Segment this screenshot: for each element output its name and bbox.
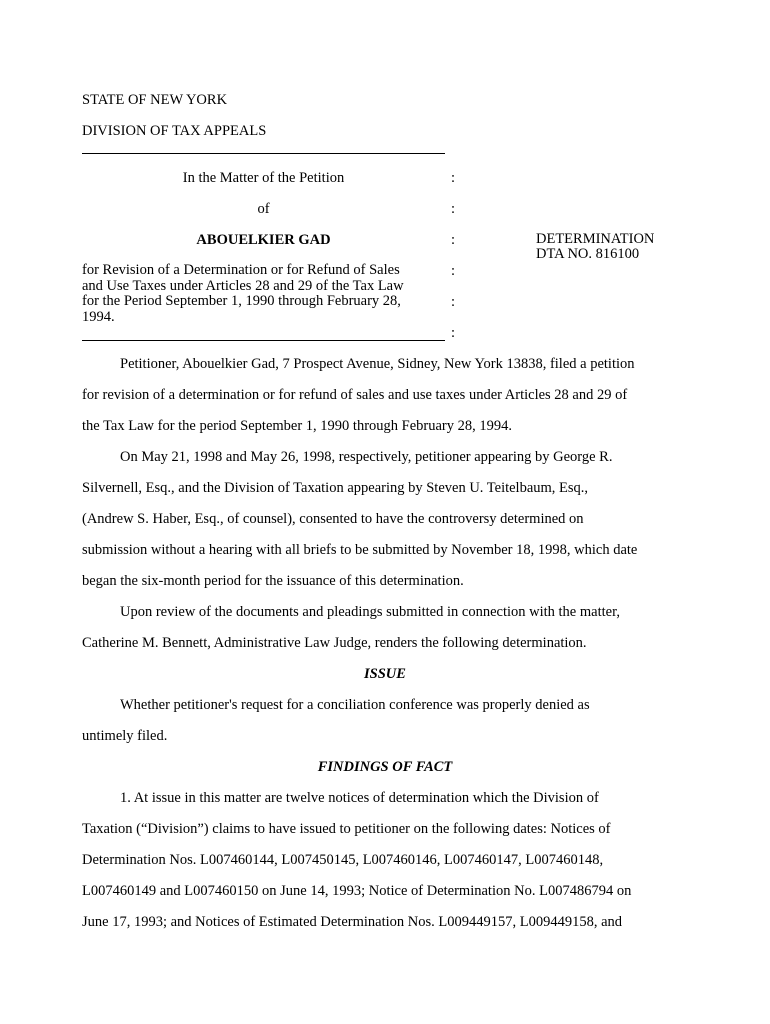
body-line: the Tax Law for the period September 1, 1990 through February 28, 1994. — [82, 418, 512, 434]
body-line: (Andrew S. Haber, Esq., of counsel), consented to have the controversy determined on — [82, 511, 584, 527]
caption-colon: : — [451, 294, 456, 310]
caption-matter-line: In the Matter of the Petition — [182, 170, 345, 186]
caption-purpose-text: for Revision of a Determination or for Refund of Sales and Use Taxes under Articles 28 and 29 of the Tax Law for the Period September 1, 1990 through February 28, 1994. — [82, 262, 404, 325]
caption-colon: : — [451, 201, 456, 217]
body-line: for revision of a determination or for refund of sales and use taxes under Articles 28 and 29 of — [82, 387, 628, 403]
body-line: 1. At issue in this matter are twelve notices of determination which the Division of — [120, 790, 599, 806]
body-line: Catherine M. Bennett, Administrative Law Judge, renders the following determination. — [82, 635, 587, 651]
body-line: Petitioner, Abouelkier Gad, 7 Prospect Avenue, Sidney, New York 13838, filed a petition — [120, 356, 635, 372]
body-line: Upon review of the documents and pleadings submitted in connection with the matter, — [120, 604, 620, 620]
issue-heading: ISSUE — [364, 666, 406, 682]
caption-colon: : — [451, 263, 456, 279]
state-heading: STATE OF NEW YORK — [82, 92, 228, 108]
body-line: Determination Nos. L007460144, L007450145, L007460146, L007460147, L007460148, — [82, 852, 604, 868]
body-line: June 17, 1993; and Notices of Estimated Determination Nos. L009449157, L009449158, and — [82, 914, 623, 930]
body-line: L007460149 and L007460150 on June 14, 1993; Notice of Determination No. L007486794 on — [82, 883, 632, 899]
caption-top-rule — [82, 153, 445, 154]
dta-number: DTA NO. 816100 — [536, 246, 640, 262]
findings-heading: FINDINGS OF FACT — [317, 759, 453, 775]
body-line: Taxation (“Division”) claims to have issued to petitioner on the following dates: Notices of — [82, 821, 611, 837]
caption-bottom-rule — [82, 340, 445, 341]
document-type: DETERMINATION — [536, 231, 655, 247]
body-line: submission without a hearing with all briefs to be submitted by November 18, 1998, which date — [82, 542, 638, 558]
caption-colon: : — [451, 170, 456, 186]
petitioner-name: ABOUELKIER GAD — [196, 232, 331, 248]
division-heading: DIVISION OF TAX APPEALS — [82, 123, 267, 139]
caption-colon: : — [451, 325, 456, 341]
body-line: Whether petitioner's request for a conciliation conference was properly denied as — [120, 697, 590, 713]
body-line: untimely filed. — [82, 728, 168, 744]
body-line: began the six-month period for the issuance of this determination. — [82, 573, 464, 589]
caption-colon: : — [451, 232, 456, 248]
body-line: On May 21, 1998 and May 26, 1998, respectively, petitioner appearing by George R. — [120, 449, 613, 465]
body-line: Silvernell, Esq., and the Division of Taxation appearing by Steven U. Teitelbaum, Esq., — [82, 480, 589, 496]
caption-of-line: of — [257, 201, 270, 217]
